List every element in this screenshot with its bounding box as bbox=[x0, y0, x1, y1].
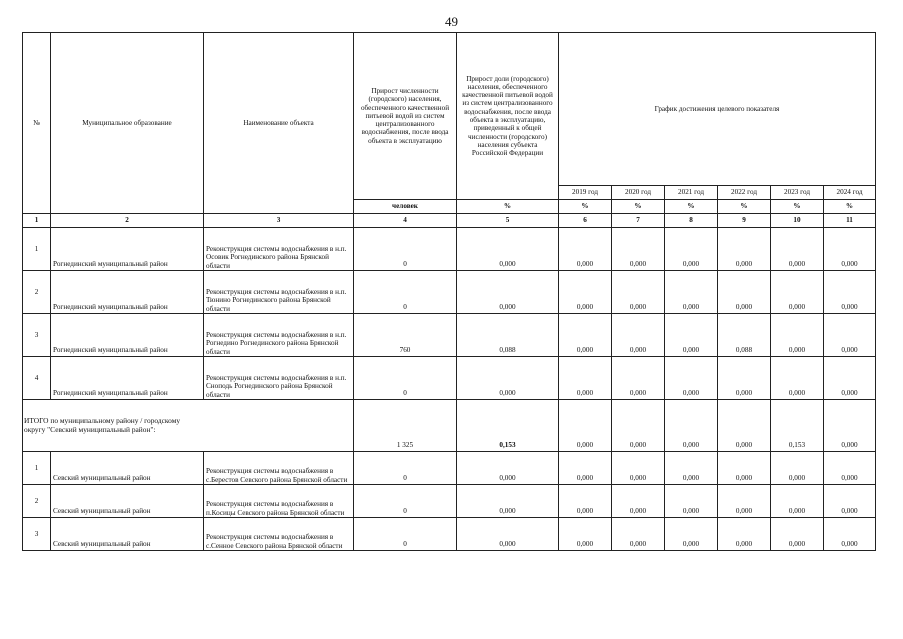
year-value-cell: 0,000 bbox=[559, 357, 612, 400]
row-number: 1 bbox=[23, 228, 51, 271]
year-value-cell: 0,000 bbox=[665, 518, 718, 551]
year-value-cell: 0,000 bbox=[665, 357, 718, 400]
population-growth-cell: 0 bbox=[354, 518, 457, 551]
column-number: 8 bbox=[665, 214, 718, 228]
year-value-cell: 0,000 bbox=[824, 518, 876, 551]
unit-percent: % bbox=[612, 200, 665, 214]
year-value-cell: 0,000 bbox=[559, 314, 612, 357]
column-number: 4 bbox=[354, 214, 457, 228]
total-year-value-cell: 0,000 bbox=[612, 400, 665, 452]
column-number: 6 bbox=[559, 214, 612, 228]
year-value-cell: 0,000 bbox=[824, 271, 876, 314]
unit-percent: % bbox=[718, 200, 771, 214]
share-growth-cell: 0,000 bbox=[457, 518, 559, 551]
year-value-cell: 0,000 bbox=[665, 271, 718, 314]
header-municipality: Муниципальное образование bbox=[51, 33, 204, 214]
header-year: 2022 год bbox=[718, 186, 771, 200]
municipality-cell: Рогнединский муниципальный район bbox=[51, 271, 204, 314]
object-name-cell: Реконструкция системы водоснабжения в н.п. Осовик Рогнединского района Брянской области bbox=[204, 228, 354, 271]
municipality-cell: Севский муниципальный район bbox=[51, 452, 204, 485]
municipality-cell: Севский муниципальный район bbox=[51, 518, 204, 551]
year-value-cell: 0,000 bbox=[824, 357, 876, 400]
year-value-cell: 0,000 bbox=[771, 228, 824, 271]
year-value-cell: 0,000 bbox=[665, 314, 718, 357]
municipality-cell: Рогнединский муниципальный район bbox=[51, 228, 204, 271]
row-number: 3 bbox=[23, 518, 51, 551]
year-value-cell: 0,000 bbox=[559, 518, 612, 551]
header-num: № bbox=[23, 33, 51, 214]
target-indicator-table bbox=[22, 32, 876, 551]
population-growth-cell: 0 bbox=[354, 452, 457, 485]
population-growth-cell: 760 bbox=[354, 314, 457, 357]
unit-percent: % bbox=[824, 200, 876, 214]
total-share-cell: 0,153 bbox=[457, 400, 559, 452]
header-population-growth: Прирост численности (городского) населения, обеспеченного качественной питьевой водой из систем централизованного водоснабжения, после ввода объекта в эксплуатацию bbox=[354, 33, 457, 200]
year-value-cell: 0,000 bbox=[559, 271, 612, 314]
year-value-cell: 0,000 bbox=[612, 518, 665, 551]
municipality-cell: Рогнединский муниципальный район bbox=[51, 314, 204, 357]
year-value-cell: 0,000 bbox=[771, 271, 824, 314]
total-row bbox=[23, 400, 876, 452]
header-year: 2019 год bbox=[559, 186, 612, 200]
column-numbers-row bbox=[23, 214, 876, 228]
share-growth-cell: 0,000 bbox=[457, 228, 559, 271]
column-number: 11 bbox=[824, 214, 876, 228]
share-growth-cell: 0,000 bbox=[457, 485, 559, 518]
year-value-cell: 0,000 bbox=[718, 357, 771, 400]
year-value-cell: 0,000 bbox=[824, 485, 876, 518]
object-name-cell: Реконструкция системы водоснабжения в п.Косицы Севского района Брянской области bbox=[204, 485, 354, 518]
column-number: 7 bbox=[612, 214, 665, 228]
row-number: 3 bbox=[23, 314, 51, 357]
header-object-name: Наименование объекта bbox=[204, 33, 354, 214]
column-number: 2 bbox=[51, 214, 204, 228]
object-name-cell: Реконструкция системы водоснабжения в с.Берестов Севского района Брянской области bbox=[204, 452, 354, 485]
year-value-cell: 0,000 bbox=[771, 452, 824, 485]
year-value-cell: 0,000 bbox=[612, 357, 665, 400]
table-row bbox=[23, 518, 876, 551]
year-value-cell: 0,000 bbox=[771, 357, 824, 400]
year-value-cell: 0,000 bbox=[559, 452, 612, 485]
table-row bbox=[23, 485, 876, 518]
population-growth-cell: 0 bbox=[354, 228, 457, 271]
total-label: ИТОГО по муниципальному району / городскому округу "Севский муниципальный район": bbox=[23, 400, 354, 452]
unit-percent: % bbox=[559, 200, 612, 214]
year-value-cell: 0,000 bbox=[665, 485, 718, 518]
header-year: 2020 год bbox=[612, 186, 665, 200]
population-growth-cell: 0 bbox=[354, 271, 457, 314]
year-value-cell: 0,000 bbox=[718, 518, 771, 551]
year-value-cell: 0,000 bbox=[771, 314, 824, 357]
year-value-cell: 0,000 bbox=[665, 452, 718, 485]
row-number: 4 bbox=[23, 357, 51, 400]
year-value-cell: 0,000 bbox=[771, 485, 824, 518]
object-name-cell: Реконструкция системы водоснабжения в н.п. Тюнино Рогнединского района Брянской области bbox=[204, 271, 354, 314]
column-number: 5 bbox=[457, 214, 559, 228]
population-growth-cell: 0 bbox=[354, 485, 457, 518]
share-growth-cell: 0,000 bbox=[457, 357, 559, 400]
total-year-value-cell: 0,153 bbox=[771, 400, 824, 452]
column-number: 1 bbox=[23, 214, 51, 228]
unit-percent: % bbox=[665, 200, 718, 214]
year-value-cell: 0,000 bbox=[718, 452, 771, 485]
year-value-cell: 0,000 bbox=[665, 228, 718, 271]
year-value-cell: 0,000 bbox=[718, 271, 771, 314]
column-number: 3 bbox=[204, 214, 354, 228]
year-value-cell: 0,000 bbox=[559, 228, 612, 271]
year-value-cell: 0,000 bbox=[718, 485, 771, 518]
table-row bbox=[23, 271, 876, 314]
table-row bbox=[23, 228, 876, 271]
table-row bbox=[23, 314, 876, 357]
year-value-cell: 0,000 bbox=[612, 271, 665, 314]
year-value-cell: 0,000 bbox=[612, 452, 665, 485]
row-number: 1 bbox=[23, 452, 51, 485]
page-number: 49 bbox=[445, 14, 458, 29]
unit-percent: % bbox=[457, 200, 559, 214]
share-growth-cell: 0,000 bbox=[457, 271, 559, 314]
header-share-growth: Прирост доли (городского) населения, обеспеченного качественной питьевой водой из систем централизованного водоснабжения, после ввода объекта в эксплуатацию, приведенный к общей численности (городского) населения субъекта Российской Федерации bbox=[457, 33, 559, 200]
header-year: 2024 год bbox=[824, 186, 876, 200]
unit-percent: % bbox=[771, 200, 824, 214]
total-year-value-cell: 0,000 bbox=[665, 400, 718, 452]
year-value-cell: 0,000 bbox=[612, 485, 665, 518]
row-number: 2 bbox=[23, 485, 51, 518]
share-growth-cell: 0,088 bbox=[457, 314, 559, 357]
header-row bbox=[23, 33, 876, 186]
table-row bbox=[23, 452, 876, 485]
year-value-cell: 0,088 bbox=[718, 314, 771, 357]
municipality-cell: Рогнединский муниципальный район bbox=[51, 357, 204, 400]
year-value-cell: 0,000 bbox=[559, 485, 612, 518]
year-value-cell: 0,000 bbox=[771, 518, 824, 551]
unit-people: человек bbox=[354, 200, 457, 214]
year-value-cell: 0,000 bbox=[612, 228, 665, 271]
year-value-cell: 0,000 bbox=[824, 314, 876, 357]
share-growth-cell: 0,000 bbox=[457, 452, 559, 485]
total-year-value-cell: 0,000 bbox=[559, 400, 612, 452]
header-year: 2021 год bbox=[665, 186, 718, 200]
year-value-cell: 0,000 bbox=[718, 228, 771, 271]
table-body bbox=[23, 33, 876, 551]
column-number: 10 bbox=[771, 214, 824, 228]
column-number: 9 bbox=[718, 214, 771, 228]
object-name-cell: Реконструкция системы водоснабжения в н.п. Рогнедино Рогнединского района Брянской области bbox=[204, 314, 354, 357]
object-name-cell: Реконструкция системы водоснабжения в н.п. Сноподь Рогнединского района Брянской области bbox=[204, 357, 354, 400]
municipality-cell: Севский муниципальный район bbox=[51, 485, 204, 518]
year-value-cell: 0,000 bbox=[824, 452, 876, 485]
total-population-cell: 1 325 bbox=[354, 400, 457, 452]
total-year-value-cell: 0,000 bbox=[824, 400, 876, 452]
total-year-value-cell: 0,000 bbox=[718, 400, 771, 452]
row-number: 2 bbox=[23, 271, 51, 314]
object-name-cell: Реконструкция системы водоснабжения в с.Сенное Севского района Брянской области bbox=[204, 518, 354, 551]
header-schedule: График достижения целевого показателя bbox=[559, 33, 876, 186]
year-value-cell: 0,000 bbox=[612, 314, 665, 357]
year-value-cell: 0,000 bbox=[824, 228, 876, 271]
header-year: 2023 год bbox=[771, 186, 824, 200]
population-growth-cell: 0 bbox=[354, 357, 457, 400]
table-row bbox=[23, 357, 876, 400]
